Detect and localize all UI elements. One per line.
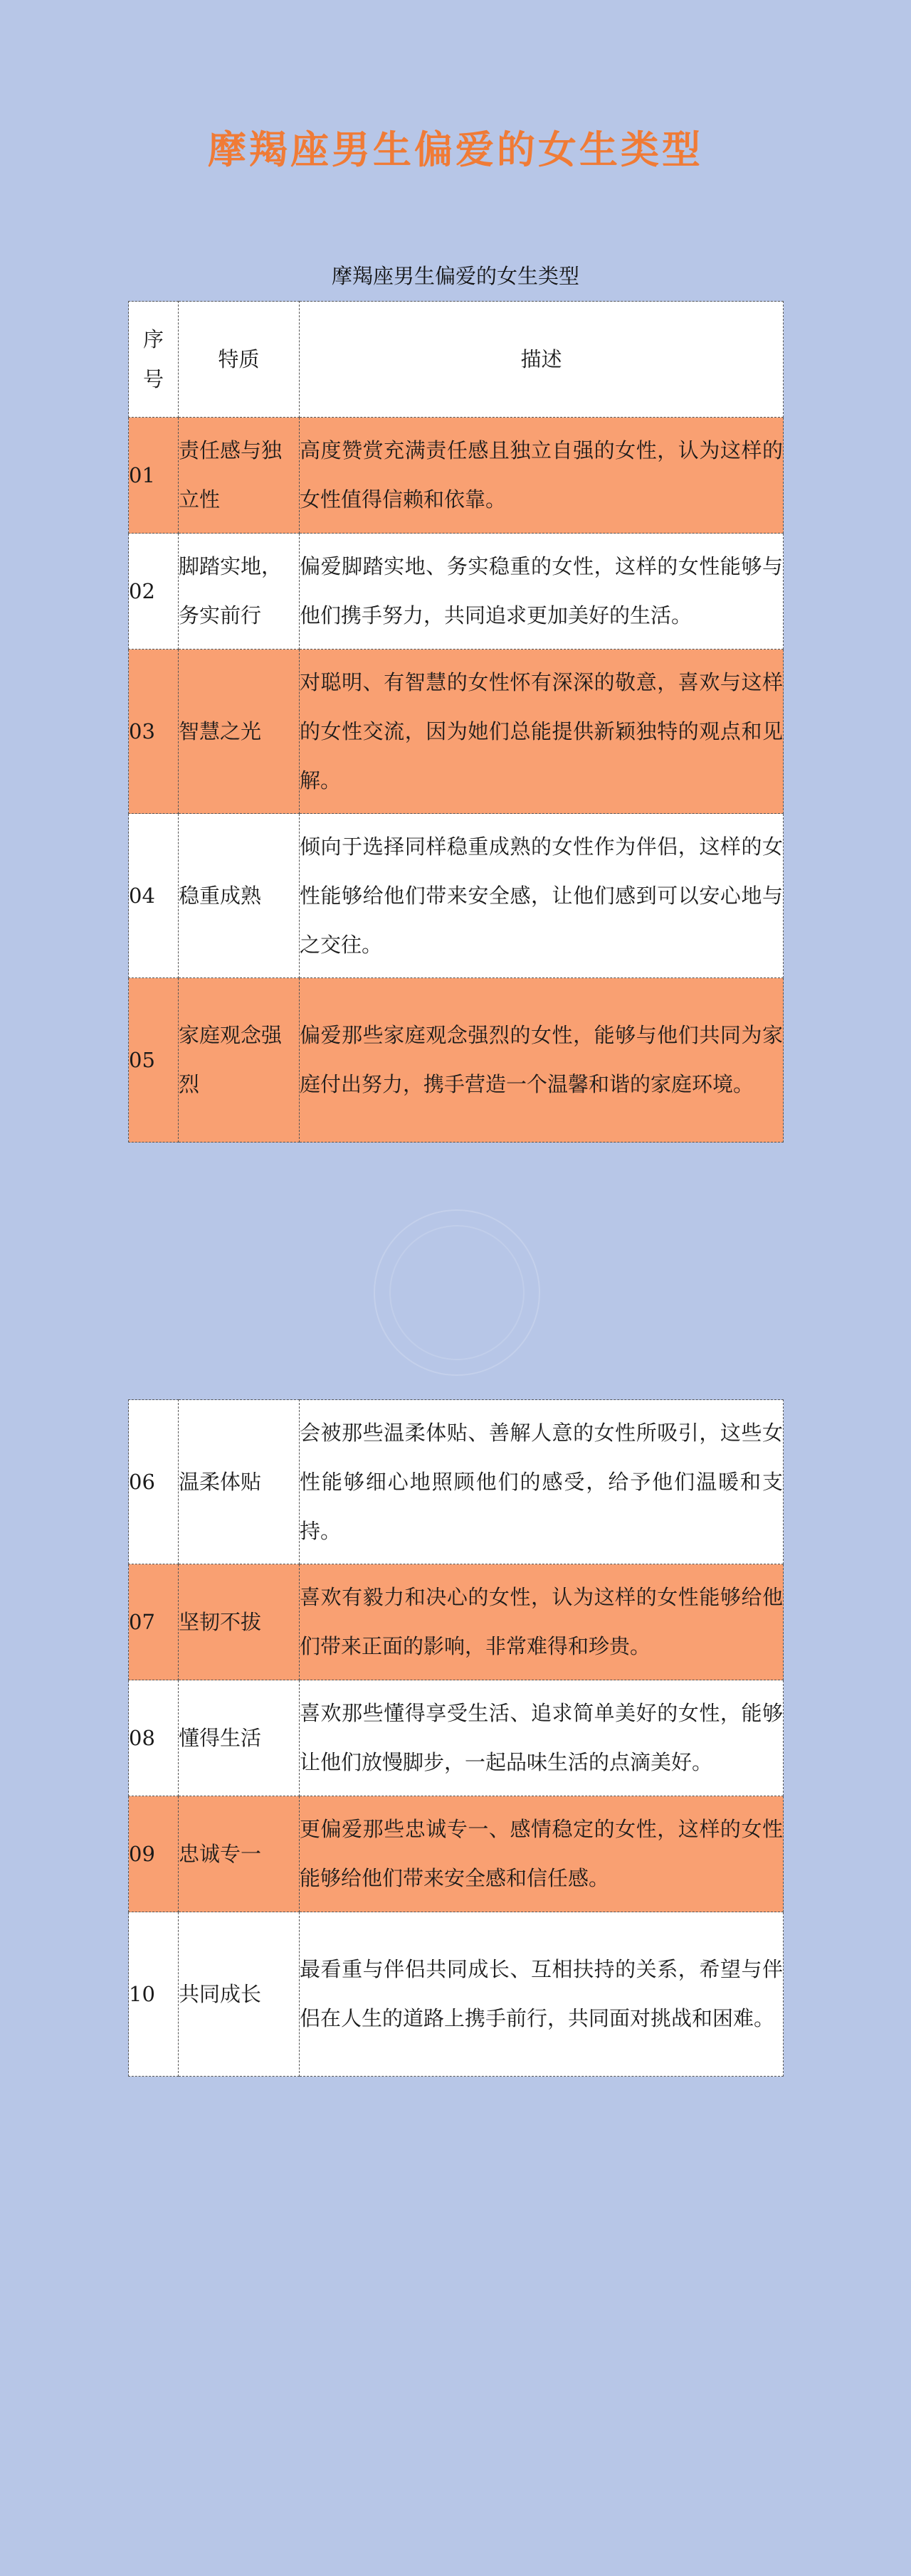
table-header-row (129, 302, 784, 418)
row-description: 喜欢有毅力和决心的女性，认为这样的女性能够给他们带来正面的影响，非常难得和珍贵。 (300, 1564, 784, 1680)
row-description: 对聪明、有智慧的女性怀有深深的敬意，喜欢与这样的女性交流，因为她们总能提供新颖独特的观点和见解。 (300, 650, 784, 814)
table-row (129, 1680, 784, 1796)
row-number: 07 (129, 1564, 179, 1680)
table-row (129, 978, 784, 1143)
table-row (129, 418, 784, 534)
row-description: 会被那些温柔体贴、善解人意的女性所吸引，这些女性能够细心地照顾他们的感受，给予他们温暖和支持。 (300, 1400, 784, 1564)
row-description: 最看重与伴侣共同成长、互相扶持的关系，希望与伴侣在人生的道路上携手前行，共同面对挑战和困难。 (300, 1912, 784, 2077)
header-number: 序号 (129, 302, 179, 418)
table-row (129, 1564, 784, 1680)
row-number: 09 (129, 1796, 179, 1912)
table-row (129, 1796, 784, 1912)
row-trait: 责任感与独立性 (179, 418, 300, 534)
traits-table-part-1 (128, 301, 784, 1143)
row-number: 08 (129, 1680, 179, 1796)
table-row (129, 814, 784, 978)
row-trait: 忠诚专一 (179, 1796, 300, 1912)
row-number: 01 (129, 418, 179, 534)
row-trait: 共同成长 (179, 1912, 300, 2077)
table-row (129, 1400, 784, 1564)
row-description: 偏爱脚踏实地、务实稳重的女性，这样的女性能够与他们携手努力，共同追求更加美好的生活。 (300, 534, 784, 650)
header-description: 描述 (300, 302, 784, 418)
row-trait: 稳重成熟 (179, 814, 300, 978)
table-row (129, 534, 784, 650)
traits-table-part-2 (128, 1399, 784, 2077)
row-trait: 脚踏实地，务实前行 (179, 534, 300, 650)
row-trait: 智慧之光 (179, 650, 300, 814)
row-number: 05 (129, 978, 179, 1143)
row-description: 更偏爱那些忠诚专一、感情稳定的女性，这样的女性能够给他们带来安全感和信任感。 (300, 1796, 784, 1912)
row-trait: 坚韧不拔 (179, 1564, 300, 1680)
table-row (129, 1912, 784, 2077)
row-number: 10 (129, 1912, 179, 2077)
row-number: 06 (129, 1400, 179, 1564)
watermark-seal (347, 1182, 568, 1404)
row-description: 倾向于选择同样稳重成熟的女性作为伴侣，这样的女性能够给他们带来安全感，让他们感到可以安心地与之交往。 (300, 814, 784, 978)
page-title: 摩羯座男生偏爱的女生类型 (208, 127, 703, 172)
row-description: 喜欢那些懂得享受生活、追求简单美好的女性，能够让他们放慢脚步，一起品味生活的点滴美好。 (300, 1680, 784, 1796)
row-description: 高度赞赏充满责任感且独立自强的女性，认为这样的女性值得信赖和依靠。 (300, 418, 784, 534)
row-number: 04 (129, 814, 179, 978)
row-trait: 温柔体贴 (179, 1400, 300, 1564)
row-description: 偏爱那些家庭观念强烈的女性，能够与他们共同为家庭付出努力，携手营造一个温馨和谐的家庭环境。 (300, 978, 784, 1143)
row-trait: 家庭观念强烈 (179, 978, 300, 1143)
row-number: 03 (129, 650, 179, 814)
table-caption: 摩羯座男生偏爱的女生类型 (331, 264, 579, 288)
header-trait: 特质 (179, 302, 300, 418)
row-number: 02 (129, 534, 179, 650)
row-trait: 懂得生活 (179, 1680, 300, 1796)
table-row (129, 650, 784, 814)
